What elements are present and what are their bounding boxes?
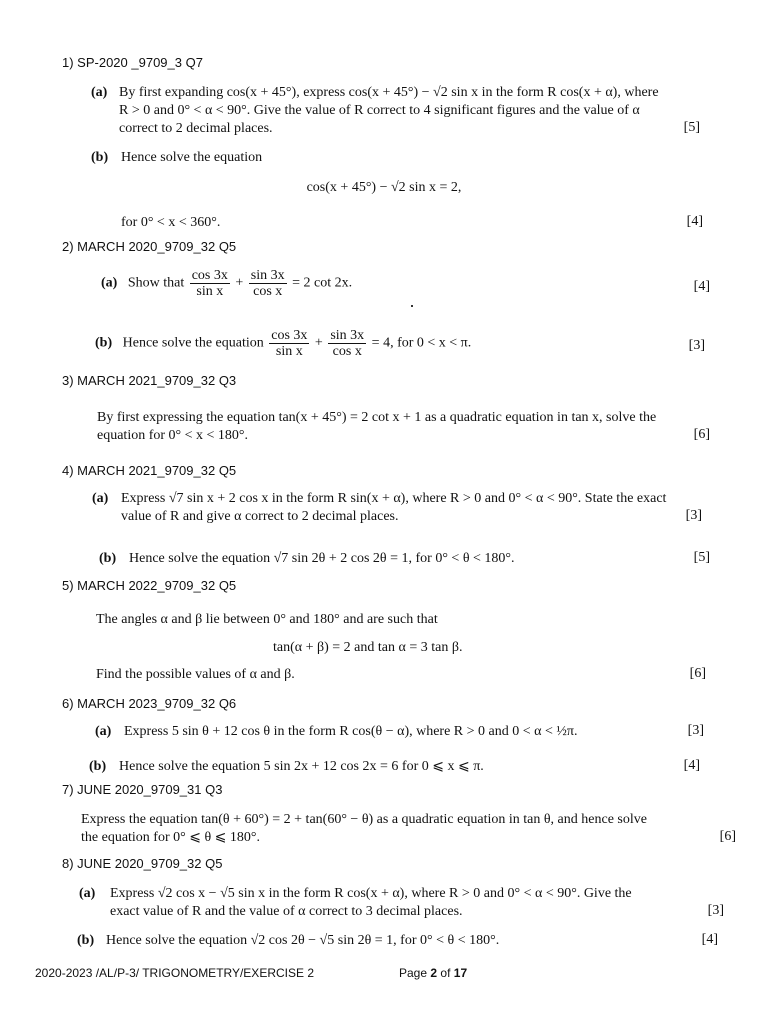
q4-part-a-label: (a) — [92, 491, 109, 506]
q2-a-plus: + — [235, 275, 244, 291]
q1-part-a-line2: R > 0 and 0° < α < 90°. Give the value of R correct to 4 significant figures and the value of α — [119, 103, 640, 118]
q1-equation: cos(x + 45°) − √2 sin x = 2, — [306, 180, 462, 195]
q5-equation: tan(α + β) = 2 and tan α = 3 tan β. — [273, 640, 463, 655]
question-6-header: 6) MARCH 2023_9709_32 Q6 — [62, 696, 237, 711]
question-3-header: 3) MARCH 2021_9709_32 Q3 — [62, 373, 237, 388]
q4-part-a-line2: value of R and give α correct to 2 decimal places. — [121, 509, 399, 524]
q2-part-a-pre: Show that — [127, 275, 185, 291]
q3-line1: By first expressing the equation tan(x + 45°) = 2 cot x + 1 as a quadratic equation in tan x, solve the — [97, 410, 657, 425]
question-2-header: 2) MARCH 2020_9709_32 Q5 — [62, 239, 237, 254]
q4-part-a-marks: [3] — [685, 508, 702, 523]
q2-part-a-post: = 2 cot 2x. — [292, 275, 353, 291]
q2-part-b-pre: Hence solve the equation — [122, 335, 264, 351]
q2-b-fraction-2: $\frac{\sin 3x}{\text{cos x}}$ — [330, 328, 365, 359]
q5-line1: The angles α and β lie between 0° and 180° and are such that — [96, 612, 438, 627]
q1-part-a-marks: [5] — [683, 120, 700, 135]
q1-part-b-range: for 0° < x < 360°. — [121, 215, 221, 230]
q5-marks: [6] — [689, 666, 706, 681]
q3-marks: [6] — [693, 427, 710, 442]
question-8-header: 8) JUNE 2020_9709_32 Q5 — [62, 856, 223, 871]
q4-part-b-label: (b) — [99, 551, 117, 566]
q6-part-a-text: Express 5 sin θ + 12 cos θ in the form R cos(θ − α), where R > 0 and 0 < α < ½π. — [124, 724, 578, 739]
q2-part-a — [101, 268, 352, 299]
q8-part-a-marks: [3] — [707, 903, 724, 918]
question-5-header: 5) MARCH 2022_9709_32 Q5 — [62, 578, 237, 593]
q6-part-a-label: (a) — [95, 724, 112, 739]
footer-total-pages: 17 — [453, 966, 468, 980]
q6-part-b-label: (b) — [89, 759, 107, 774]
q8-part-b-label: (b) — [77, 933, 95, 948]
q1-part-b-label: (b) — [91, 150, 109, 165]
q8-part-b-marks: [4] — [701, 932, 718, 947]
q6-part-a-marks: [3] — [687, 723, 704, 738]
q1-part-b-text: Hence solve the equation — [121, 150, 263, 165]
q3-line2: equation for 0° < x < 180°. — [97, 428, 249, 443]
footer-page-number: Page 2 of 17 — [399, 966, 468, 980]
q2-a-fraction-2: $\frac{\sin 3x}{\text{cos x}}$ — [250, 268, 285, 299]
q6-part-b-text: Hence solve the equation 5 sin 2x + 12 cos 2x = 6 for 0 ⩽ x ⩽ π. — [119, 759, 484, 774]
q1-part-a-line1: By first expanding cos(x + 45°), express cos(x + 45°) − √2 sin x in the form R cos(x + α), where — [119, 85, 659, 100]
q5-line2: Find the possible values of α and β. — [96, 667, 295, 682]
q6-part-b-marks: [4] — [683, 758, 700, 773]
q2-part-a-label: (a) — [101, 275, 118, 291]
q4-part-b-text: Hence solve the equation √7 sin 2θ + 2 cos 2θ = 1, for 0° < θ < 180°. — [129, 551, 515, 566]
q4-part-a-line1: Express √7 sin x + 2 cos x in the form R sin(x + α), where R > 0 and 0° < α < 90°. State the exact — [121, 491, 667, 506]
q2-part-b-post: = 4, for 0 < x < π. — [371, 335, 472, 351]
q1-part-a-label: (a) — [91, 85, 108, 100]
q8-part-b-text: Hence solve the equation √2 cos 2θ − √5 sin 2θ = 1, for 0° < θ < 180°. — [106, 933, 500, 948]
question-7-header: 7) JUNE 2020_9709_31 Q3 — [62, 782, 223, 797]
q8-part-a-line1: Express √2 cos x − √5 sin x in the form R cos(x + α), where R > 0 and 0° < α < 90°. Give the — [110, 886, 632, 901]
q1-part-b-marks: [4] — [686, 214, 703, 229]
q7-line2: the equation for 0° ⩽ θ ⩽ 180°. — [81, 830, 260, 845]
q2-part-b — [95, 328, 471, 359]
q2-a-fraction-1: $\frac{\cos 3x}{\text{sin x}}$ — [191, 268, 228, 299]
footer-document-title: 2020-2023 /AL/P-3/ TRIGONOMETRY/EXERCISE 2 — [35, 966, 314, 980]
q7-marks: [6] — [719, 829, 736, 844]
q2-part-b-label: (b) — [95, 335, 113, 351]
q2-part-b-marks: [3] — [688, 338, 705, 353]
q8-part-a-line2: exact value of R and the value of α correct to 3 decimal places. — [110, 904, 463, 919]
footer-current-page: 2 — [430, 966, 438, 980]
q2-b-plus: + — [314, 335, 323, 351]
q7-line1: Express the equation tan(θ + 60°) = 2 + tan(60° − θ) as a quadratic equation in tan θ, and hence solve — [81, 812, 647, 827]
q1-part-a-line3: correct to 2 decimal places. — [119, 121, 273, 136]
question-4-header: 4) MARCH 2021_9709_32 Q5 — [62, 463, 237, 478]
q2-b-fraction-1: $\frac{\cos 3x}{\text{sin x}}$ — [271, 328, 308, 359]
q4-part-b-marks: [5] — [693, 550, 710, 565]
q2-part-a-marks: [4] — [693, 279, 710, 294]
stray-mark — [411, 305, 413, 307]
question-1-header: 1) SP-2020 _9709_3 Q7 — [62, 55, 203, 70]
q8-part-a-label: (a) — [79, 886, 96, 901]
